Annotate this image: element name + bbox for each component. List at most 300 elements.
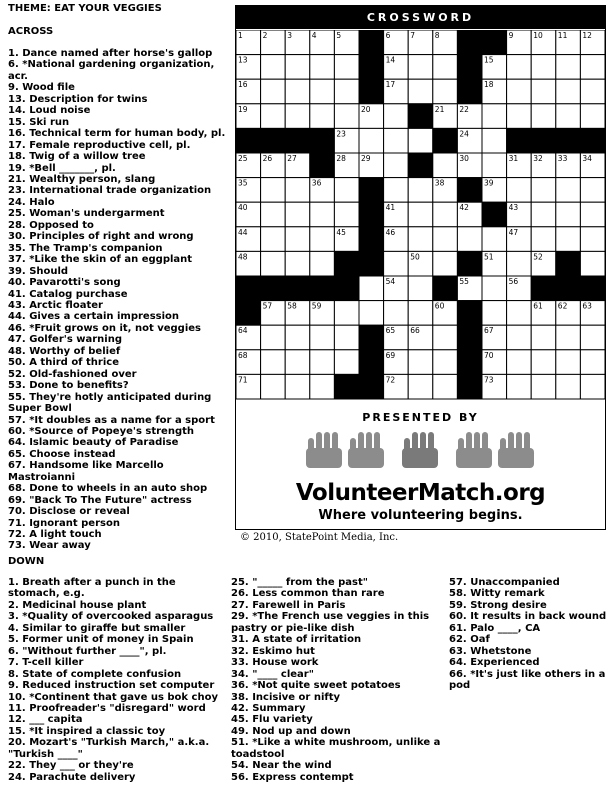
- grid-cell[interactable]: [408, 202, 433, 227]
- down-clue: 24. Parachute delivery: [8, 771, 136, 783]
- cell-number: 33: [557, 154, 568, 163]
- across-clue: 64. Islamic beauty of Paradise: [8, 437, 179, 449]
- grid-cell[interactable]: [507, 79, 532, 104]
- cell-number: 73: [484, 375, 494, 385]
- down-clue: 6. "Without further ____", pl.: [8, 645, 167, 657]
- across-clue: 57. *It doubles as a name for a sport: [8, 414, 215, 426]
- cell-number: 57: [262, 301, 273, 311]
- down-clue: 63. Whetstone: [449, 645, 532, 657]
- cell-number: 9: [508, 31, 514, 40]
- down-clue: 38. Incisive or nifty: [231, 691, 341, 703]
- grid-cell[interactable]: [408, 79, 433, 104]
- grid-block: [261, 128, 286, 153]
- grid-cell[interactable]: [408, 350, 433, 375]
- cell-number: 37: [361, 178, 371, 188]
- grid-cell[interactable]: [507, 374, 532, 399]
- grid-cell[interactable]: [310, 104, 335, 129]
- cell-number: 22: [459, 104, 469, 114]
- across-clue: 50. A third of thrice: [8, 357, 119, 369]
- cell-number: 11: [557, 31, 568, 40]
- grid-cell[interactable]: [556, 104, 581, 129]
- down-clues-col3: [449, 577, 607, 692]
- across-clue: 14. Loud noise: [8, 105, 91, 117]
- across-clue: 21. Wealthy person, slang: [8, 173, 156, 185]
- grid-block: [580, 276, 605, 301]
- grid-cell[interactable]: [359, 128, 384, 153]
- down-clues-col1: [8, 577, 222, 783]
- crossword-grid[interactable]: [236, 30, 605, 405]
- grid-block: [457, 79, 482, 104]
- grid-cell[interactable]: [384, 301, 409, 326]
- across-clue: 23. International trade organization: [8, 185, 212, 197]
- cell-number: 32: [533, 154, 543, 163]
- grid-cell[interactable]: [433, 55, 458, 80]
- grid-cell[interactable]: [556, 202, 581, 227]
- cell-number: 8: [434, 31, 440, 40]
- cell-number: 54: [385, 277, 396, 286]
- down-clue: 31. A state of irritation: [231, 634, 362, 646]
- grid-cell[interactable]: [482, 153, 507, 178]
- grid-cell[interactable]: [482, 276, 507, 301]
- grid-block: [457, 374, 482, 399]
- grid-cell[interactable]: [580, 178, 605, 203]
- down-clue: 45. Flu variety: [231, 714, 313, 726]
- grid-cell[interactable]: [531, 227, 556, 252]
- hand-icon: [402, 432, 438, 468]
- down-clue: 20. Mozart's "Turkish March," a.k.a. "Turkish ____": [8, 737, 210, 760]
- cell-number: 43: [508, 203, 519, 213]
- grid-cell[interactable]: [531, 350, 556, 375]
- down-clue: 22. They ___ or they're: [8, 760, 134, 772]
- grid-cell[interactable]: [531, 55, 556, 80]
- grid-cell[interactable]: [433, 202, 458, 227]
- cell-number: 41: [385, 203, 396, 213]
- down-clue: 8. State of complete confusion: [8, 668, 182, 680]
- across-clue: 68. Done to wheels in an auto shop: [8, 483, 208, 495]
- grid-cell[interactable]: [261, 178, 286, 203]
- down-clue: 61. Palo ____, CA: [449, 622, 541, 634]
- across-clue: 15. Ski run: [8, 116, 70, 128]
- down-clue: 25. "_____ from the past": [231, 577, 368, 588]
- down-clue: 5. Former unit of money in Spain: [8, 634, 194, 646]
- cell-number: 26: [262, 154, 273, 163]
- brand-tagline: Where volunteering begins.: [318, 508, 523, 523]
- grid-block: [310, 276, 335, 301]
- grid-cell[interactable]: [433, 350, 458, 375]
- cell-number: 47: [508, 227, 519, 237]
- down-clue: 54. Near the wind: [231, 760, 332, 772]
- cell-number: 68: [238, 350, 248, 360]
- cell-number: 59: [311, 301, 322, 311]
- grid-cell[interactable]: [531, 202, 556, 227]
- grid-cell[interactable]: [580, 227, 605, 252]
- down-clue: 26. Less common than rare: [231, 588, 385, 600]
- grid-cell[interactable]: [408, 227, 433, 252]
- grid-cell[interactable]: [310, 251, 335, 276]
- grid-cell[interactable]: [580, 350, 605, 375]
- down-heading: DOWN: [8, 556, 45, 567]
- across-clue: 71. Ignorant person: [8, 517, 120, 529]
- grid-cell[interactable]: [580, 251, 605, 276]
- grid-cell[interactable]: [507, 104, 532, 129]
- down-clue: 27. Farewell in Paris: [231, 599, 346, 611]
- across-heading: ACROSS: [8, 26, 54, 37]
- grid-cell[interactable]: [482, 301, 507, 326]
- down-clue: 58. Witty remark: [449, 588, 545, 600]
- grid-cell[interactable]: [433, 153, 458, 178]
- across-clue: 44. Gives a certain impression: [8, 311, 180, 323]
- grid-block: [408, 153, 433, 178]
- grid-cell[interactable]: [531, 325, 556, 350]
- across-clue: 1. Dance named after horse's gallop: [8, 48, 213, 59]
- hand-icon: [348, 432, 384, 468]
- grid-block: [359, 374, 384, 399]
- grid-cell[interactable]: [285, 178, 310, 203]
- down-clue: 64. Experienced: [449, 657, 540, 669]
- cell-number: 4: [311, 31, 317, 40]
- grid-cell[interactable]: [359, 276, 384, 301]
- down-clue: 51. *Like a white mushroom, unlike a toadstool: [231, 737, 441, 760]
- grid-cell[interactable]: [580, 202, 605, 227]
- grid-block: [359, 227, 384, 252]
- cell-number: 44: [238, 227, 248, 237]
- grid-cell[interactable]: [334, 79, 359, 104]
- grid-block: [482, 202, 507, 227]
- grid-cell[interactable]: [408, 128, 433, 153]
- grid-block: [359, 55, 384, 80]
- cell-number: 14: [385, 55, 396, 65]
- grid-cell[interactable]: [285, 55, 310, 80]
- grid-cell[interactable]: [580, 55, 605, 80]
- grid-cell[interactable]: [285, 79, 310, 104]
- grid-cell[interactable]: [433, 79, 458, 104]
- grid-cell[interactable]: [507, 301, 532, 326]
- cell-number: 5: [336, 31, 342, 40]
- presented-by: PRESENTED BY: [362, 411, 479, 424]
- grid-block: [457, 55, 482, 80]
- grid-cell[interactable]: [507, 251, 532, 276]
- grid-cell[interactable]: [556, 325, 581, 350]
- across-clue: 67. Handsome like Marcello Mastroianni: [8, 460, 164, 483]
- down-clue: 1. Breath after a punch in the stomach, e.g.: [8, 577, 176, 600]
- across-clue: 65. Choose instead: [8, 448, 116, 460]
- cell-number: 27: [287, 154, 297, 163]
- grid-cell[interactable]: [310, 55, 335, 80]
- down-clue: 34. "____ clear": [231, 668, 314, 680]
- grid-cell[interactable]: [261, 374, 286, 399]
- cell-number: 2: [262, 31, 268, 40]
- grid-block: [531, 276, 556, 301]
- grid-cell[interactable]: [482, 104, 507, 129]
- cell-number: 51: [484, 252, 494, 262]
- across-clue: 48. Worthy of belief: [8, 345, 121, 357]
- grid-cell[interactable]: [384, 104, 409, 129]
- cell-number: 20: [361, 104, 371, 114]
- grid-cell[interactable]: [580, 325, 605, 350]
- hands-logo-icon: [304, 428, 536, 472]
- grid-cell[interactable]: [261, 227, 286, 252]
- cell-number: 64: [238, 326, 248, 336]
- grid-block: [433, 276, 458, 301]
- grid-cell[interactable]: [580, 79, 605, 104]
- down-clue: 9. Reduced instruction set computer: [8, 680, 215, 692]
- across-clue: 40. Pavarotti's song: [8, 277, 121, 289]
- grid-cell[interactable]: [531, 178, 556, 203]
- across-clue: 41. Catalog purchase: [8, 288, 128, 300]
- grid-cell[interactable]: [556, 227, 581, 252]
- cell-number: 30: [459, 154, 469, 163]
- cell-number: 50: [410, 252, 420, 262]
- cell-number: 71: [238, 375, 248, 385]
- grid-cell[interactable]: [556, 55, 581, 80]
- grid-cell[interactable]: [507, 178, 532, 203]
- grid-cell[interactable]: [433, 325, 458, 350]
- grid-cell[interactable]: [285, 202, 310, 227]
- down-clue: 11. Proofreader's "disregard" word: [8, 702, 206, 714]
- hand-icon: [456, 432, 492, 468]
- cell-number: 42: [459, 203, 469, 213]
- grid-cell[interactable]: [408, 178, 433, 203]
- down-clue: 62. Oaf: [449, 634, 490, 646]
- grid-cell[interactable]: [359, 301, 384, 326]
- grid-block: [261, 276, 286, 301]
- across-clue: 9. Wood file: [8, 82, 75, 94]
- across-clue: 19. *Bell _______, pl.: [8, 162, 116, 174]
- grid-cell[interactable]: [507, 325, 532, 350]
- hand-icon: [498, 432, 534, 468]
- grid-cell[interactable]: [261, 55, 286, 80]
- grid-cell[interactable]: [285, 227, 310, 252]
- crossword-panel: [235, 5, 606, 530]
- grid-cell[interactable]: [261, 104, 286, 129]
- cell-number: 17: [385, 80, 396, 90]
- across-clue: 18. Twig of a willow tree: [8, 151, 146, 163]
- grid-cell[interactable]: [433, 374, 458, 399]
- across-clue: 70. Disclose or reveal: [8, 506, 130, 518]
- grid-cell[interactable]: [261, 251, 286, 276]
- hand-icon: [306, 432, 342, 468]
- grid-cell[interactable]: [334, 202, 359, 227]
- grid-block: [359, 325, 384, 350]
- cell-number: 19: [238, 104, 248, 114]
- grid-cell[interactable]: [408, 55, 433, 80]
- grid-cell[interactable]: [285, 104, 310, 129]
- cell-number: 15: [484, 55, 494, 65]
- across-clue: 46. *Fruit grows on it, not veggies: [8, 322, 201, 334]
- grid-cell[interactable]: [580, 104, 605, 129]
- grid-cell[interactable]: [384, 128, 409, 153]
- down-clue: 10. *Continent that gave us bok choy: [8, 691, 218, 703]
- cell-number: 35: [238, 178, 248, 188]
- across-clue: 53. Done to benefits?: [8, 380, 129, 392]
- cell-number: 63: [582, 301, 592, 311]
- grid-cell[interactable]: [310, 325, 335, 350]
- grid-cell[interactable]: [556, 374, 581, 399]
- across-clue: 30. Principles of right and wrong: [8, 231, 194, 243]
- cell-number: 69: [385, 350, 396, 360]
- grid-block: [236, 128, 261, 153]
- grid-cell[interactable]: [310, 350, 335, 375]
- down-clue: 12. ___ capita: [8, 714, 83, 726]
- grid-cell[interactable]: [334, 55, 359, 80]
- across-clue: 43. Arctic floater: [8, 299, 103, 311]
- grid-cell[interactable]: [285, 325, 310, 350]
- grid-block: [310, 128, 335, 153]
- crossword-title: CROSSWORD: [236, 6, 605, 29]
- grid-block: [285, 128, 310, 153]
- grid-cell[interactable]: [531, 79, 556, 104]
- cell-number: 67: [484, 326, 494, 336]
- across-clue: 52. Old-fashioned over: [8, 368, 137, 380]
- across-clue: 39. Should: [8, 265, 69, 277]
- across-clue: 72. A light touch: [8, 529, 102, 541]
- grid-cell[interactable]: [334, 104, 359, 129]
- cell-number: 1: [238, 31, 243, 40]
- grid-cell[interactable]: [261, 350, 286, 375]
- down-clue: 60. It results in back wound: [449, 611, 607, 623]
- grid-block: [310, 153, 335, 178]
- cell-number: 40: [238, 203, 248, 213]
- down-clue: 49. Nod up and down: [231, 725, 351, 737]
- cell-number: 24: [459, 129, 469, 139]
- grid-block: [285, 276, 310, 301]
- grid-block: [457, 350, 482, 375]
- grid-block: [556, 276, 581, 301]
- across-clue: 47. Golfer's warning: [8, 334, 123, 346]
- grid-block: [457, 30, 482, 55]
- cell-number: 36: [311, 178, 322, 188]
- cell-number: 62: [557, 301, 568, 311]
- cell-number: 70: [484, 350, 494, 360]
- across-clue: 25. Woman's undergarment: [8, 208, 165, 220]
- grid-block: [457, 325, 482, 350]
- across-clue: 60. *Source of Popeye's strength: [8, 425, 195, 437]
- cell-number: 34: [582, 154, 592, 163]
- copyright: © 2010, StatePoint Media, Inc.: [240, 532, 399, 543]
- cell-number: 16: [238, 80, 248, 90]
- grid-block: [556, 251, 581, 276]
- cell-number: 29: [361, 154, 371, 163]
- across-clue: 69. "Back To The Future" actress: [8, 494, 192, 506]
- grid-cell[interactable]: [334, 178, 359, 203]
- grid-cell[interactable]: [310, 79, 335, 104]
- across-clue: 73. Wear away: [8, 540, 91, 552]
- cell-number: 6: [385, 31, 391, 40]
- grid-block: [334, 374, 359, 399]
- grid-cell[interactable]: [285, 251, 310, 276]
- down-clue: 7. T-cell killer: [8, 657, 84, 669]
- cell-number: 66: [410, 326, 420, 336]
- across-clues: [8, 48, 234, 552]
- down-clue: 3. *Quality of overcooked asparagus: [8, 611, 214, 623]
- grid-block: [580, 128, 605, 153]
- cell-number: 61: [533, 301, 543, 311]
- cell-number: 53: [336, 277, 346, 286]
- grid-block: [236, 301, 261, 326]
- cell-number: 12: [582, 31, 592, 40]
- grid-cell[interactable]: [261, 325, 286, 350]
- down-clue: 32. Eskimo hut: [231, 645, 315, 657]
- grid-cell[interactable]: [457, 227, 482, 252]
- grid-cell[interactable]: [261, 79, 286, 104]
- grid-cell[interactable]: [531, 374, 556, 399]
- down-clue: 29. *The French use veggies in this pastry or pie-like dish: [231, 611, 430, 634]
- cell-number: 18: [484, 80, 494, 90]
- down-clue: 66. *It's just like others in a pod: [449, 668, 606, 692]
- grid-cell[interactable]: [482, 227, 507, 252]
- grid-block: [482, 30, 507, 55]
- grid-cell[interactable]: [482, 128, 507, 153]
- cell-number: 31: [508, 154, 519, 163]
- grid-cell[interactable]: [580, 374, 605, 399]
- grid-cell[interactable]: [384, 153, 409, 178]
- grid-cell[interactable]: [408, 374, 433, 399]
- grid-cell[interactable]: [556, 178, 581, 203]
- cell-number: 58: [287, 301, 297, 311]
- cell-number: 55: [459, 277, 469, 286]
- cell-number: 52: [533, 252, 543, 262]
- grid-cell[interactable]: [384, 251, 409, 276]
- cell-number: 39: [484, 178, 494, 188]
- grid-block: [359, 30, 384, 55]
- grid-cell[interactable]: [334, 301, 359, 326]
- brand-name: VolunteerMatch.org: [295, 480, 546, 506]
- cell-number: 65: [385, 326, 396, 336]
- grid-cell[interactable]: [285, 374, 310, 399]
- grid-cell[interactable]: [507, 350, 532, 375]
- grid-block: [433, 128, 458, 153]
- grid-block: [359, 350, 384, 375]
- grid-cell[interactable]: [261, 202, 286, 227]
- down-clue: 57. Unaccompanied: [449, 577, 560, 588]
- grid-cell[interactable]: [310, 227, 335, 252]
- grid-cell[interactable]: [334, 350, 359, 375]
- across-clue: 37. *Like the skin of an eggplant: [8, 254, 193, 266]
- grid-cell[interactable]: [408, 276, 433, 301]
- grid-cell[interactable]: [433, 227, 458, 252]
- grid-cell[interactable]: [408, 301, 433, 326]
- grid-cell[interactable]: [531, 104, 556, 129]
- across-clue: 24. Halo: [8, 196, 55, 208]
- grid-cell[interactable]: [334, 325, 359, 350]
- cell-number: 10: [533, 31, 543, 40]
- across-clue: 28. Opposed to: [8, 219, 94, 231]
- across-clue: 55. They're hotly anticipated during Super Bowl: [8, 391, 212, 415]
- down-clue: 36. *Not quite sweet potatoes: [231, 680, 401, 692]
- grid-block: [507, 128, 532, 153]
- grid-cell[interactable]: [556, 350, 581, 375]
- grid-cell[interactable]: [285, 350, 310, 375]
- grid-cell[interactable]: [507, 55, 532, 80]
- grid-cell[interactable]: [310, 202, 335, 227]
- cell-number: 23: [336, 129, 346, 139]
- grid-block: [334, 251, 359, 276]
- across-clue: 35. The Tramp's companion: [8, 242, 163, 254]
- grid-block: [359, 79, 384, 104]
- across-clue: 6. *National gardening organization, acr.: [8, 59, 215, 82]
- down-clue: 15. *It inspired a classic toy: [8, 725, 166, 737]
- grid-cell[interactable]: [310, 374, 335, 399]
- cell-number: 38: [434, 178, 445, 188]
- cell-number: 49: [361, 252, 371, 262]
- down-clue: 4. Similar to giraffe but smaller: [8, 622, 186, 634]
- grid-cell[interactable]: [433, 251, 458, 276]
- grid-cell[interactable]: [556, 79, 581, 104]
- across-clue: 16. Technical term for human body, pl.: [8, 128, 226, 140]
- grid-cell[interactable]: [384, 178, 409, 203]
- grid-block: [457, 251, 482, 276]
- cell-number: 21: [434, 104, 445, 114]
